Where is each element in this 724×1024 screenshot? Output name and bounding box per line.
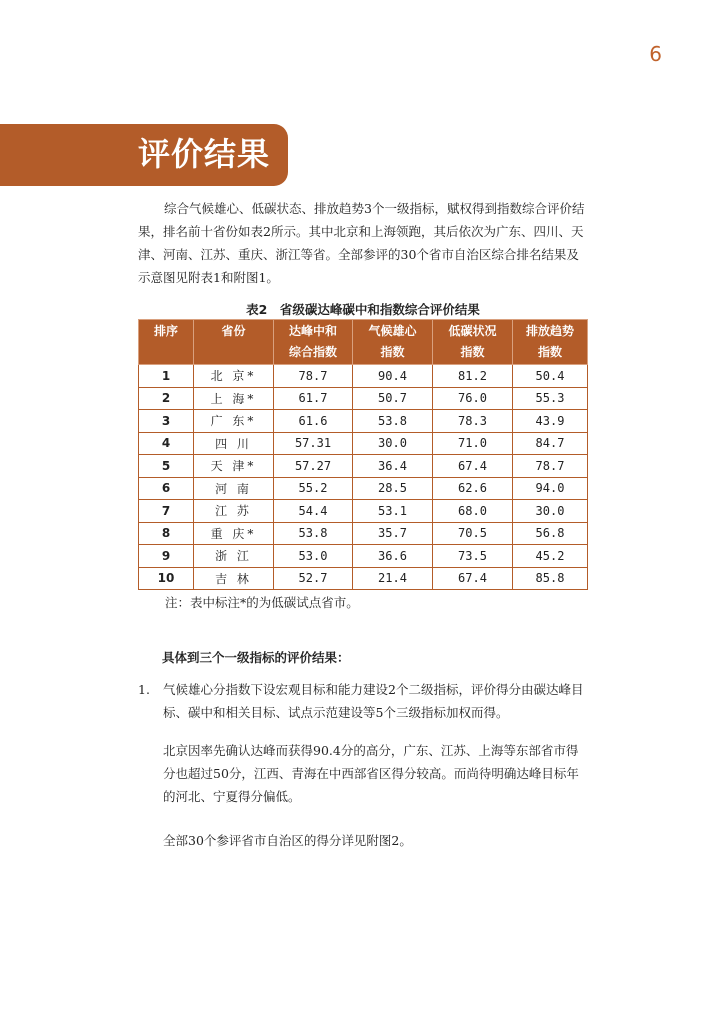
cell-province: 江 苏 [194,500,274,523]
cell-ambition: 53.1 [353,500,433,523]
list-item-paragraph-2: 北京因率先确认达峰而获得90.4分的高分，广东、江苏、上海等东部省市得分也超过50分，江西、青海在中西部省区得分较高。而尚待明确达峰目标年的河北、宁夏得分偏低。 [163,743,579,804]
subheading: 具体到三个一级指标的评价结果： [162,650,350,665]
cell-rank: 2 [139,387,194,410]
table-row [139,500,588,523]
cell-province: 重 庆* [194,522,274,545]
cell-composite: 52.7 [274,567,353,590]
cell-composite: 53.8 [274,522,353,545]
table-row [139,455,588,478]
cell-rank: 1 [139,365,194,388]
cell-composite: 54.4 [274,500,353,523]
cell-ambition: 21.4 [353,567,433,590]
cell-lowcarbon: 78.3 [433,410,513,433]
results-table [138,319,588,590]
cell-rank: 3 [139,410,194,433]
page-number: 6 [649,42,662,66]
cell-rank: 4 [139,432,194,455]
cell-lowcarbon: 73.5 [433,545,513,568]
cell-rank: 6 [139,477,194,500]
table-row [139,522,588,545]
table-row [139,410,588,433]
cell-ambition: 28.5 [353,477,433,500]
list-number: 1. [138,682,150,697]
cell-composite: 57.31 [274,432,353,455]
cell-ambition: 30.0 [353,432,433,455]
table-row [139,365,588,388]
header-trend: 排放趋势 指数 [513,320,588,365]
table-header-row [139,320,588,365]
table-row [139,567,588,590]
cell-province: 广 东* [194,410,274,433]
cell-province: 天 津* [194,455,274,478]
cell-composite: 53.0 [274,545,353,568]
cell-lowcarbon: 62.6 [433,477,513,500]
cell-trend: 30.0 [513,500,588,523]
cell-province: 北 京* [194,365,274,388]
header-ambition: 气候雄心 指数 [353,320,433,365]
list-item-text: 气候雄心分指数下设宏观目标和能力建设2个二级指标，评价得分由碳达峰目标、碳中和相关目标、试点示范建设等5个三级指标加权而得。 [163,682,584,720]
list-item-paragraph-3: 全部30个参评省市自治区的得分详见附图2。 [163,833,412,848]
cell-trend: 85.8 [513,567,588,590]
table-row [139,545,588,568]
cell-lowcarbon: 68.0 [433,500,513,523]
cell-province: 浙 江 [194,545,274,568]
cell-province: 河 南 [194,477,274,500]
header-lowcarbon: 低碳状况 指数 [433,320,513,365]
cell-trend: 78.7 [513,455,588,478]
cell-lowcarbon: 67.4 [433,455,513,478]
cell-composite: 78.7 [274,365,353,388]
cell-lowcarbon: 76.0 [433,387,513,410]
cell-ambition: 53.8 [353,410,433,433]
cell-rank: 8 [139,522,194,545]
header-province: 省份 [194,320,274,365]
cell-ambition: 35.7 [353,522,433,545]
cell-ambition: 90.4 [353,365,433,388]
cell-trend: 84.7 [513,432,588,455]
cell-rank: 10 [139,567,194,590]
table-note: 注：表中标注*的为低碳试点省市。 [165,595,359,610]
cell-rank: 9 [139,545,194,568]
cell-trend: 50.4 [513,365,588,388]
cell-ambition: 50.7 [353,387,433,410]
cell-composite: 61.6 [274,410,353,433]
cell-trend: 94.0 [513,477,588,500]
header-rank: 排序 [139,320,194,365]
cell-composite: 61.7 [274,387,353,410]
cell-lowcarbon: 70.5 [433,522,513,545]
section-title: 评价结果 [138,135,271,173]
cell-province: 四 川 [194,432,274,455]
cell-province: 吉 林 [194,567,274,590]
cell-trend: 56.8 [513,522,588,545]
table-row [139,387,588,410]
table-row [139,432,588,455]
cell-trend: 45.2 [513,545,588,568]
cell-ambition: 36.4 [353,455,433,478]
cell-ambition: 36.6 [353,545,433,568]
cell-lowcarbon: 67.4 [433,567,513,590]
intro-paragraph: 综合气候雄心、低碳状态、排放趋势3个一级指标，赋权得到指数综合评价结果，排名前十省份如表2所示。其中北京和上海领跑，其后依次为广东、四川、天津、河南、江苏、重庆、浙江等省。全部参评的30个省市自治区综合排名结果及示意图见附表1和附图1。 [138,201,585,285]
cell-trend: 55.3 [513,387,588,410]
header-composite: 达峰中和 综合指数 [274,320,353,365]
cell-lowcarbon: 71.0 [433,432,513,455]
table-row [139,477,588,500]
cell-province: 上 海* [194,387,274,410]
table-caption: 表2 省级碳达峰碳中和指数综合评价结果 [246,302,480,317]
cell-lowcarbon: 81.2 [433,365,513,388]
cell-rank: 5 [139,455,194,478]
cell-composite: 57.27 [274,455,353,478]
cell-rank: 7 [139,500,194,523]
cell-composite: 55.2 [274,477,353,500]
cell-trend: 43.9 [513,410,588,433]
